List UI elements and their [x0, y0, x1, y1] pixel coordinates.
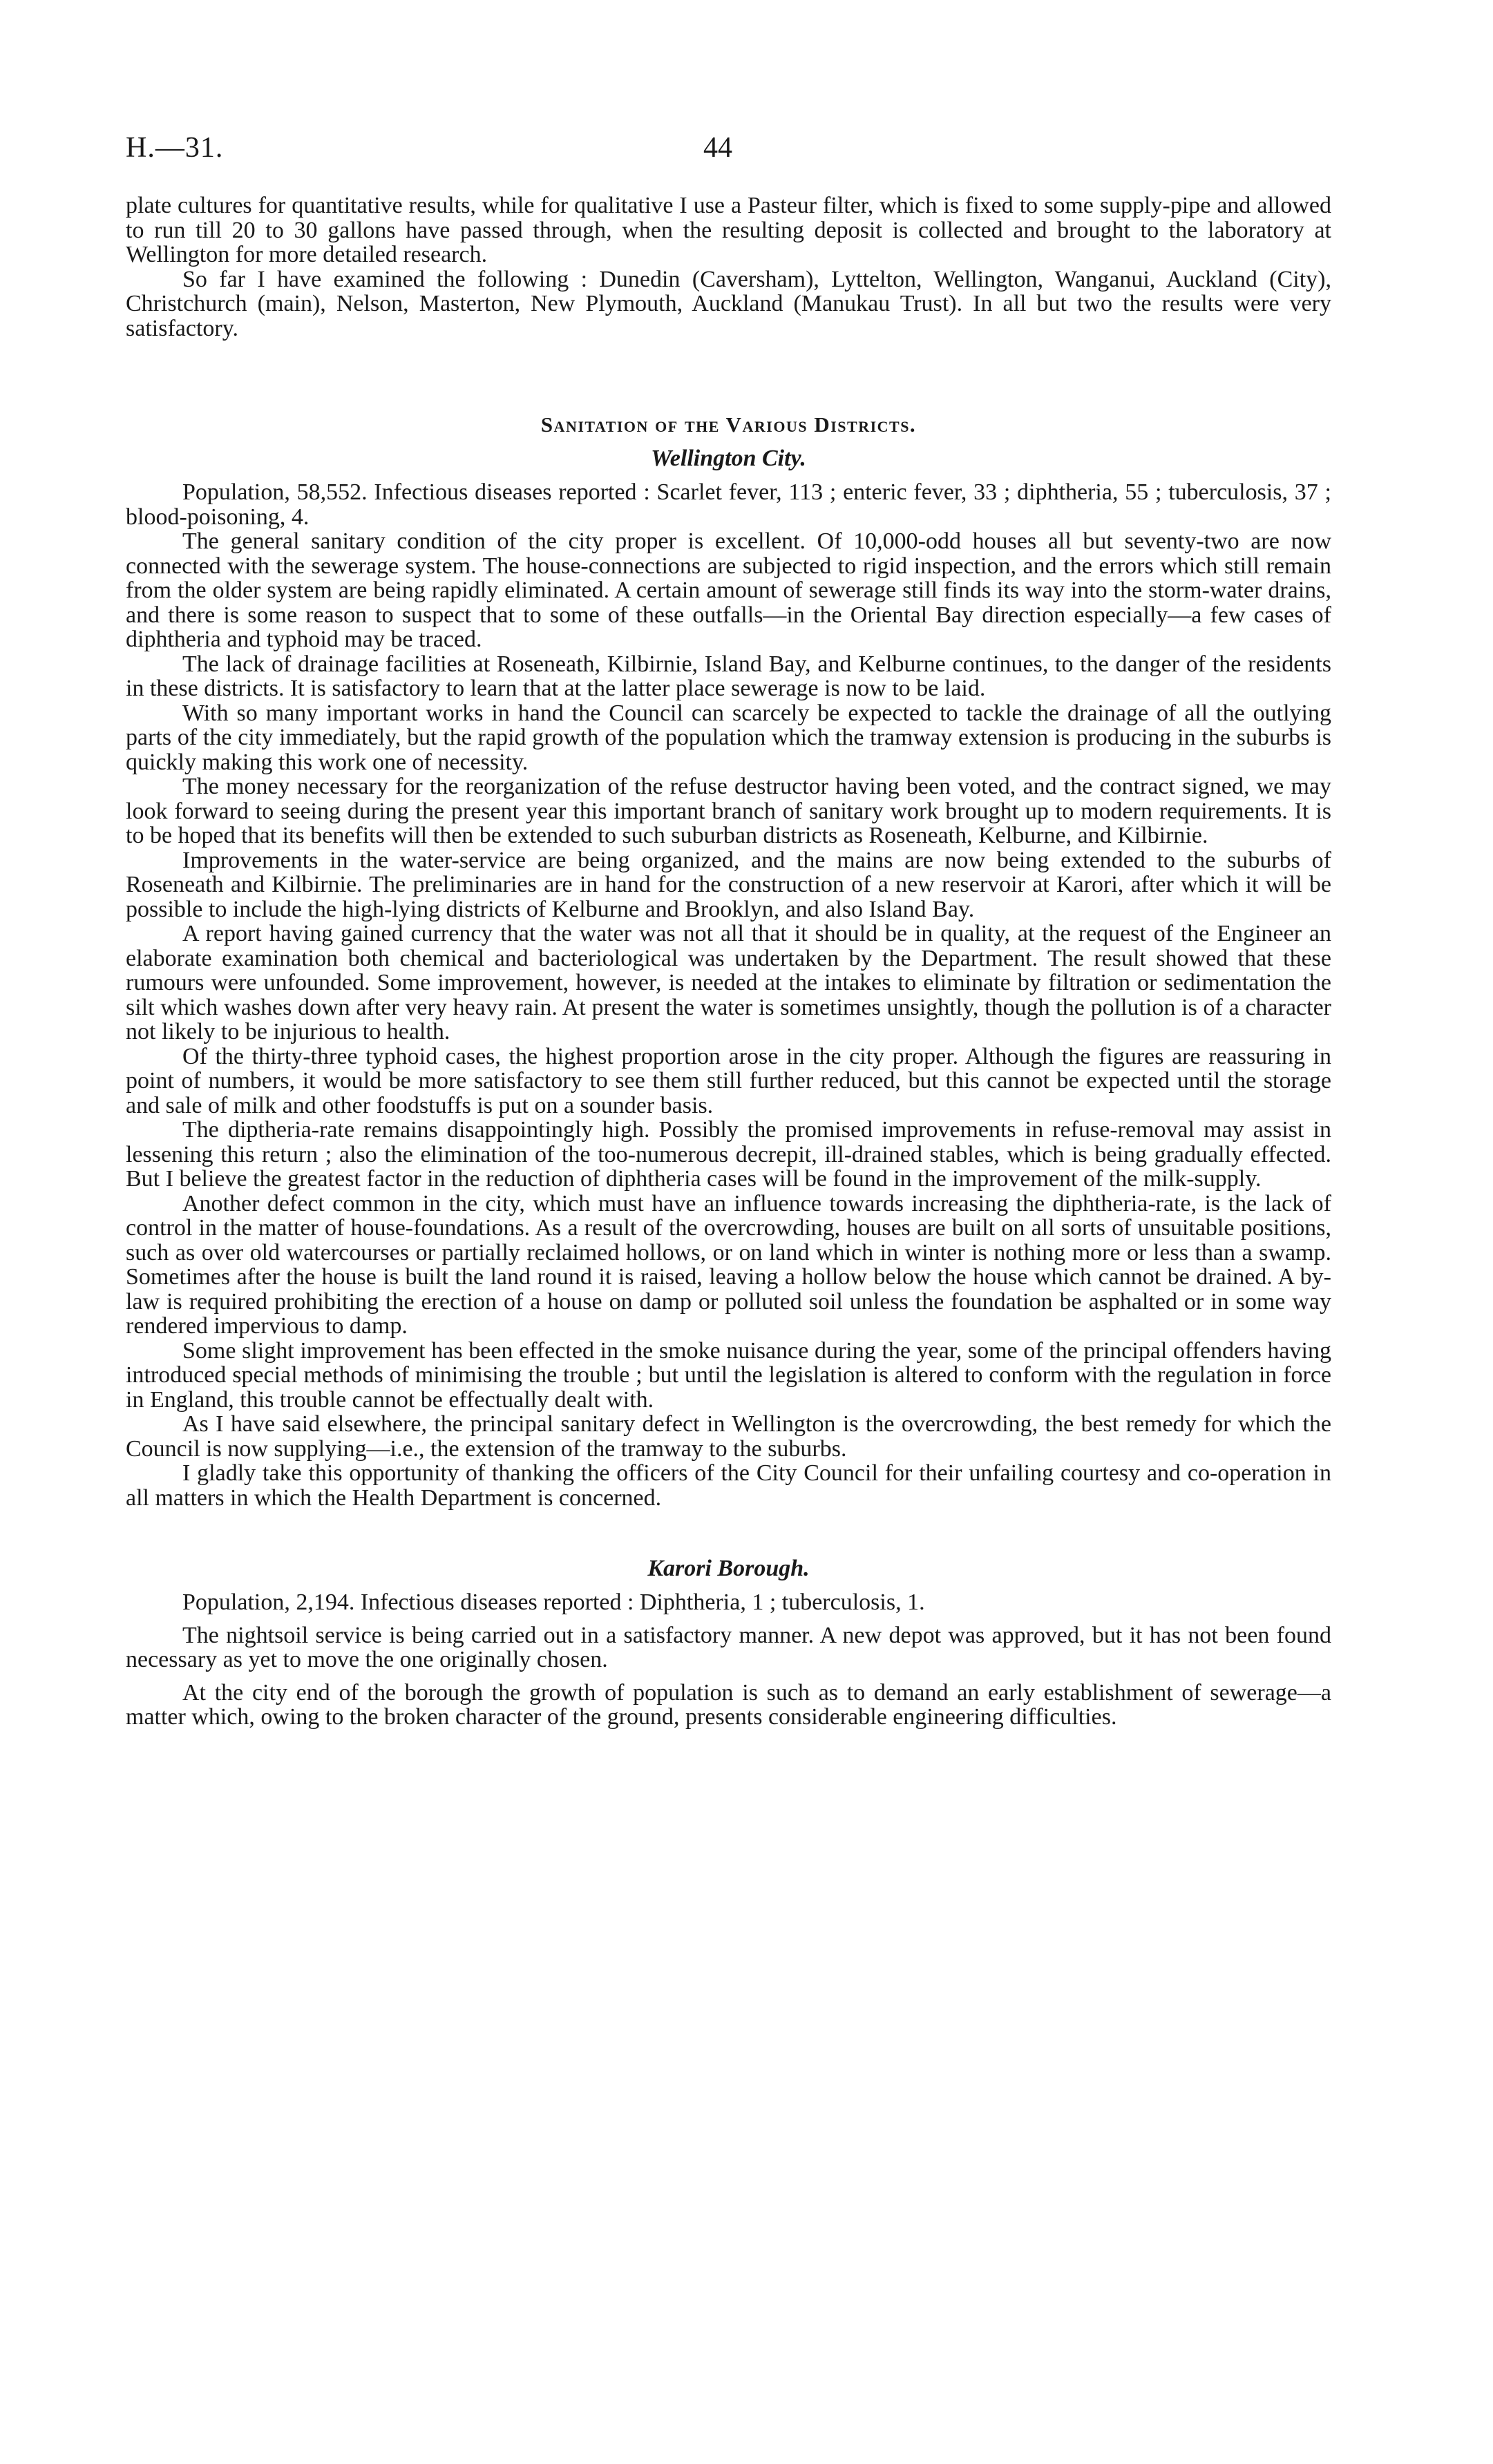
wellington-paragraph: Population, 58,552. Infectious diseases reported : Scarlet fever, 113 ; enteric fever, 33 ; diphtheria, 55 ; tuberculosis, 37 ; blood-poisoning, 4.: [126, 479, 1331, 530]
wellington-paragraph: Improvements in the water-service are being organized, and the mains are now being extended to the suburbs of Roseneath and Kilbirnie. The preliminaries are in hand for the construction of a new reservoir at Karori, after which it will be possible to include the high-lying districts of Kelburne and Brooklyn, and also Island Bay.: [126, 847, 1331, 922]
karori-title: Karori Borough.: [647, 1556, 810, 1581]
wellington-title: Wellington City.: [651, 446, 806, 471]
karori-paragraph: The nightsoil service is being carried out in a satisfactory manner. A new depot was approved, but it has not been found necessary as yet to move the one originally chosen.: [126, 1622, 1331, 1672]
intro-paragraph-2: So far I have examined the following : Dunedin (Caversham), Lyttelton, Wellington, Wanganui, Auckland (City), Christchurch (main), Nelson, Masterton, New Plymouth, Auckland (Manukau Trust). In all but two the results were very satisfactory.: [126, 266, 1331, 341]
page-header: [126, 131, 1331, 193]
document-reference: H.—31.: [126, 132, 224, 164]
intro-paragraph-1: plate cultures for quantitative results, while for qualitative I use a Pasteur filter, which is fixed to some supply-pipe and allowed to run till 20 to 30 gallons have passed through, when the resulting deposit is collected and brought to the laboratory at Wellington for more detailed research.: [126, 193, 1331, 267]
wellington-paragraph: Of the thirty-three typhoid cases, the highest proportion arose in the city proper. Although the figures are reassuring in point of numbers, it would be more satisfactory to see them still further reduced, but this cannot be expected until the storage and sale of milk and other foodstuffs is put on a sounder basis.: [126, 1043, 1331, 1118]
wellington-paragraph: The lack of drainage facilities at Roseneath, Kilbirnie, Island Bay, and Kelburne continues, to the danger of the residents in these districts. It is satisfactory to learn that at the latter place sewerage is now to be laid.: [126, 651, 1331, 701]
karori-paragraph: At the city end of the borough the growth of population is such as to demand an early establishment of sewerage—a matter which, owing to the broken character of the ground, presents considerable engineering difficulties.: [126, 1679, 1331, 1730]
wellington-paragraph: As I have said elsewhere, the principal sanitary defect in Wellington is the overcrowding, the best remedy for which the Council is now supplying—i.e., the extension of the tramway to the suburbs.: [126, 1411, 1331, 1462]
wellington-paragraph: The diptheria-rate remains disappointingly high. Possibly the promised improvements in refuse-removal may assist in lessening this return ; also the elimination of the too-numerous decrepit, ill-drained stables, which is being gradually effected. But I believe the greatest factor in the reduction of diphtheria cases will be found in the improvement of the milk-supply.: [126, 1117, 1331, 1192]
wellington-paragraph: A report having gained currency that the water was not all that it should be in quality, at the request of the Engineer an elaborate examination both chemical and bacteriological was undertaken by the Department. The result showed that these rumours were unfounded. Some improvement, however, is needed at the intakes to eliminate by filtration or sedimentation the silt which washes down after very heavy rain. At present the water is sometimes unsightly, though the pollution is of a character not likely to be injurious to health.: [126, 921, 1331, 1044]
wellington-paragraph: Another defect common in the city, which must have an influence towards increasing the diphtheria-rate, is the lack of control in the matter of house-foundations. As a result of the overcrowding, houses are built on all sorts of unsuitable positions, such as over old watercourses or partially reclaimed hollows, or on land which in winter is nothing more or less than a swamp. Sometimes after the house is built the land round it is raised, leaving a hollow below the house which cannot be drained. A by-law is required prohibiting the erection of a house on damp or polluted soil unless the foundation be asphalted or in some way rendered impervious to damp.: [126, 1190, 1331, 1339]
wellington-paragraph: I gladly take this opportunity of thanking the officers of the City Council for their unfailing courtesy and co-operation in all matters in which the Health Department is concerned.: [126, 1460, 1331, 1511]
wellington-paragraph: Some slight improvement has been effected in the smoke nuisance during the year, some of the principal offenders having introduced special methods of minimising the trouble ; but until the legislation is altered to conform with the regulation in force in England, this trouble cannot be effectually dealt with.: [126, 1337, 1331, 1413]
karori-paragraph: Population, 2,194. Infectious diseases reported : Diphtheria, 1 ; tuberculosis, 1.: [182, 1589, 925, 1615]
page-number: 44: [703, 132, 732, 164]
section-title: Sanitation of the Various Districts.: [540, 412, 917, 437]
document-page: [126, 131, 1331, 1730]
wellington-paragraph: The general sanitary condition of the city proper is excellent. Of 10,000-odd houses all but seventy-two are now connected with the sewerage system. The house-connections are subjected to rigid inspection, and the errors which still remain from the older system are being rapidly eliminated. A certain amount of sewerage still finds its way into the storm-water drains, and there is some reason to suspect that to some of these outfalls—in the Oriental Bay direction especially—a few cases of diphtheria and typhoid may be traced.: [126, 528, 1331, 652]
wellington-paragraph: The money necessary for the reorganization of the refuse destructor having been voted, and the contract signed, we may look forward to seeing during the present year this important branch of sanitary work brought up to modern requirements. It is to be hoped that its benefits will then be extended to such suburban districts as Roseneath, Kelburne, and Kilbirnie.: [126, 774, 1331, 848]
wellington-paragraph: With so many important works in hand the Council can scarcely be expected to tackle the drainage of all the outlying parts of the city immediately, but the rapid growth of the population which the tramway extension is producing in the suburbs is quickly making this work one of necessity.: [126, 700, 1331, 775]
